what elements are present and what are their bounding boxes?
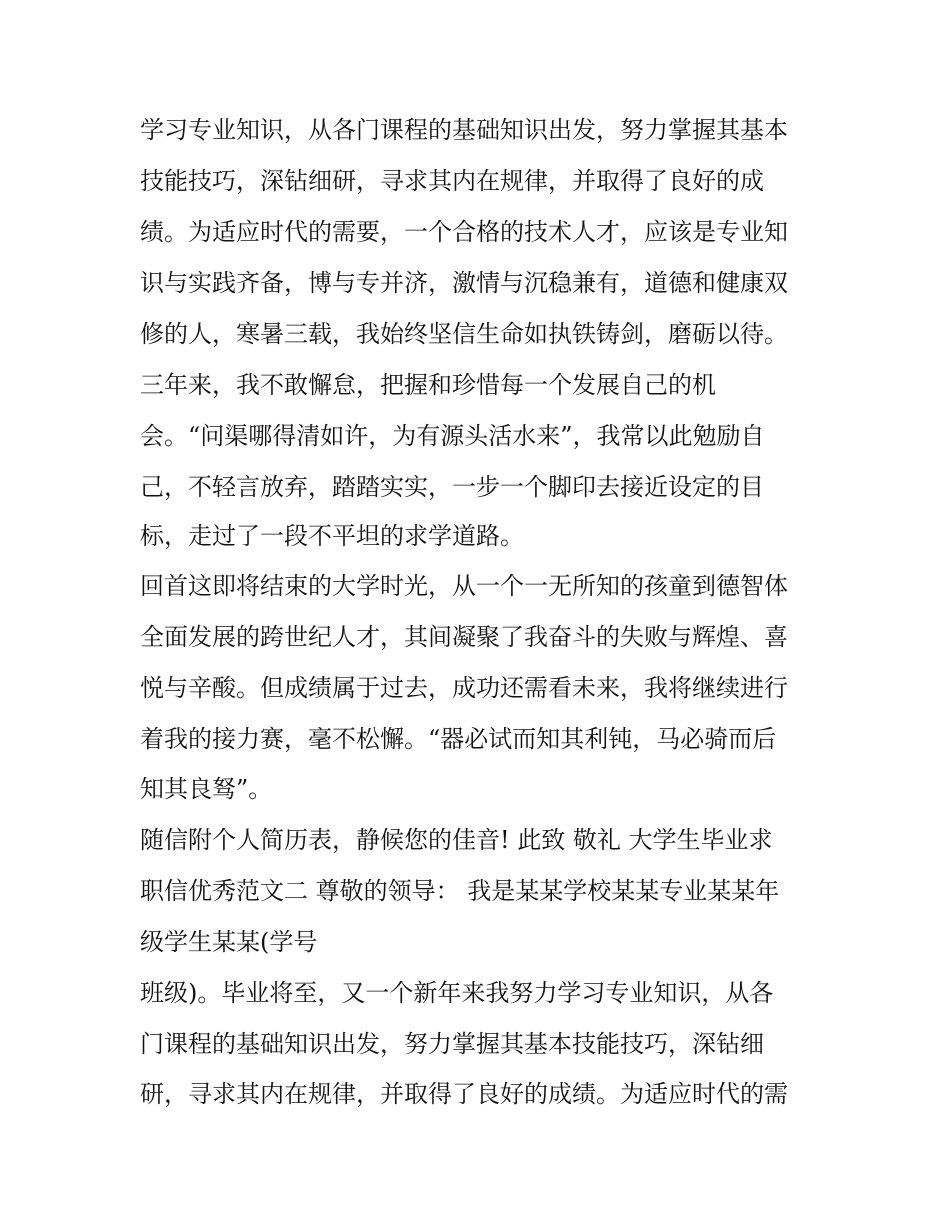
text-line: 职信优秀范文二 尊敬的领导： 我是某某学校某某专业某某年: [140, 877, 780, 905]
text-line: 标，走过了一段不平坦的求学道路。: [140, 522, 524, 550]
text-line: 会。“问渠哪得清如许，为有源头活水来”，我常以此勉励自: [140, 422, 765, 450]
text-line: 门课程的基础知识出发，努力掌握其基本技能技巧，深钻细: [140, 1030, 764, 1058]
text-line: 修的人，寒暑三载，我始终坚信生命如执铁铸剑，磨砺以待。: [140, 320, 788, 348]
text-line: 级学生某某(学号: [140, 928, 318, 956]
text-line: 随信附个人简历表，静候您的佳音! 此致 敬礼 大学生毕业求: [140, 826, 773, 854]
text-line: 研，寻求其内在规律，并取得了良好的成绩。为适应时代的需: [140, 1080, 788, 1108]
text-line: 绩。为适应时代的需要，一个合格的技术人才，应该是专业知: [140, 218, 788, 246]
text-line: 技能技巧，深钻细研，寻求其内在规律，并取得了良好的成: [140, 167, 764, 195]
text-line: 班级)。毕业将至，又一个新年来我努力学习专业知识，从各: [140, 979, 774, 1007]
text-line: 学习专业知识，从各门课程的基础知识出发，努力掌握其基本: [140, 116, 788, 144]
text-line: 己，不轻言放弃，踏踏实实，一步一个脚印去接近设定的目: [140, 473, 764, 501]
text-line: 知其良驽”。: [140, 775, 273, 803]
text-line: 三年来，我不敢懈怠，把握和珍惜每一个发展自己的机: [140, 371, 716, 399]
text-line: 回首这即将结束的大学时光，从一个一无所知的孩童到德智体: [140, 572, 788, 600]
text-line: 全面发展的跨世纪人才，其间凝聚了我奋斗的失败与辉煌、喜: [140, 623, 788, 651]
text-line: 着我的接力赛，毫不松懈。“器必试而知其利钝，马必骑而后: [140, 725, 777, 753]
text-line: 悦与辛酸。但成绩属于过去，成功还需看未来，我将继续进行: [140, 674, 788, 702]
text-line: 识与实践齐备，博与专并济，激情与沉稳兼有，道德和健康双: [140, 269, 788, 297]
